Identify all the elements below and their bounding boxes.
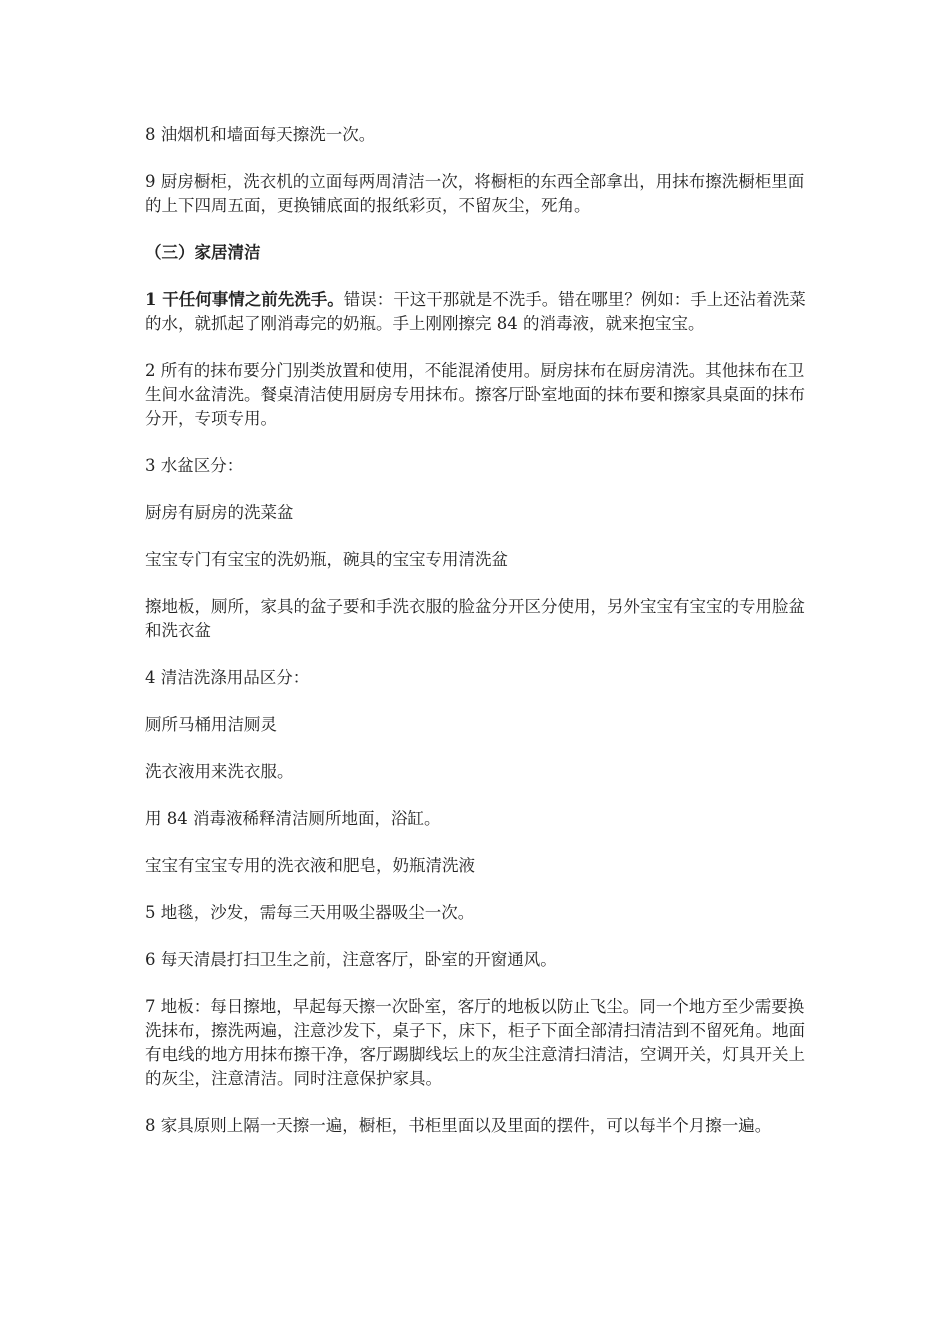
- section-heading-home-cleaning: （三）家居清洁: [145, 243, 261, 262]
- paragraph-wash-hands: [145, 288, 810, 336]
- paragraph-carpet-sofa: 5 地毯，沙发，需每三天用吸尘器吸尘一次。: [145, 903, 475, 922]
- paragraph-floor-basin: 擦地板，厕所，家具的盆子要和手洗衣服的脸盆分开区分使用，另外宝宝有宝宝的专用脸盆和洗衣盆: [145, 597, 805, 640]
- paragraph-baby-basin: 宝宝专门有宝宝的洗奶瓶，碗具的宝宝专用清洗盆: [145, 550, 508, 569]
- paragraph-laundry-liquid: 洗衣液用来洗衣服。: [145, 762, 294, 781]
- paragraph-basins-heading: 3 水盆区分：: [145, 456, 244, 475]
- document-body: [145, 123, 810, 1161]
- paragraph-detergents-heading: 4 清洁洗涤用品区分：: [145, 668, 310, 687]
- paragraph-baby-detergent: 宝宝有宝宝专用的洗衣液和肥皂，奶瓶清洗液: [145, 856, 475, 875]
- paragraph-furniture: 8 家具原则上隔一天擦一遍，橱柜，书柜里面以及里面的摆件，可以每半个月擦一遍。: [145, 1116, 772, 1135]
- paragraph-ventilation: 6 每天清晨打扫卫生之前，注意客厅，卧室的开窗通风。: [145, 950, 557, 969]
- paragraph-wash-hands-lead: 1 干任何事情之前先洗手。: [145, 290, 344, 309]
- paragraph-disinfectant: 用 84 消毒液稀释清洁厕所地面，浴缸。: [145, 809, 441, 828]
- paragraph-toilet-cleaner: 厕所马桶用洁厕灵: [145, 715, 277, 734]
- paragraph-kitchen-basin: 厨房有厨房的洗菜盆: [145, 503, 294, 522]
- paragraph-cloths: 2 所有的抹布要分门别类放置和使用，不能混淆使用。厨房抹布在厨房清洗。其他抹布在卫生间水盆清洗。餐桌清洁使用厨房专用抹布。擦客厅卧室地面的抹布要和擦家具桌面的抹布分开，专项专用。: [145, 361, 805, 428]
- paragraph-kitchen-cabinet: 9 厨房橱柜，洗衣机的立面每两周清洁一次，将橱柜的东西全部拿出，用抹布擦洗橱柜里面的上下四周五面，更换铺底面的报纸彩页，不留灰尘，死角。: [145, 172, 805, 215]
- paragraph-wash-hands-body: 错误：干这干那就是不洗手。错在哪里？例如：手上还沾着洗菜的水，就抓起了刚消毒完的奶瓶。手上刚刚擦完 84 的消毒液，就来抱宝宝。: [145, 290, 806, 333]
- paragraph-floor: 7 地板：每日擦地，早起每天擦一次卧室，客厅的地板以防止飞尘。同一个地方至少需要换洗抹布，擦洗两遍，注意沙发下，桌子下，床下，柜子下面全部清扫清洁到不留死角。地面有电线的地方用抹布擦干净，客厅踢脚线坛上的灰尘注意清扫清洁，空调开关，灯具开关上的灰尘，注意清洁。同时注意保护家具。: [145, 997, 805, 1088]
- paragraph-range-hood: 8 油烟机和墙面每天擦洗一次。: [145, 125, 376, 144]
